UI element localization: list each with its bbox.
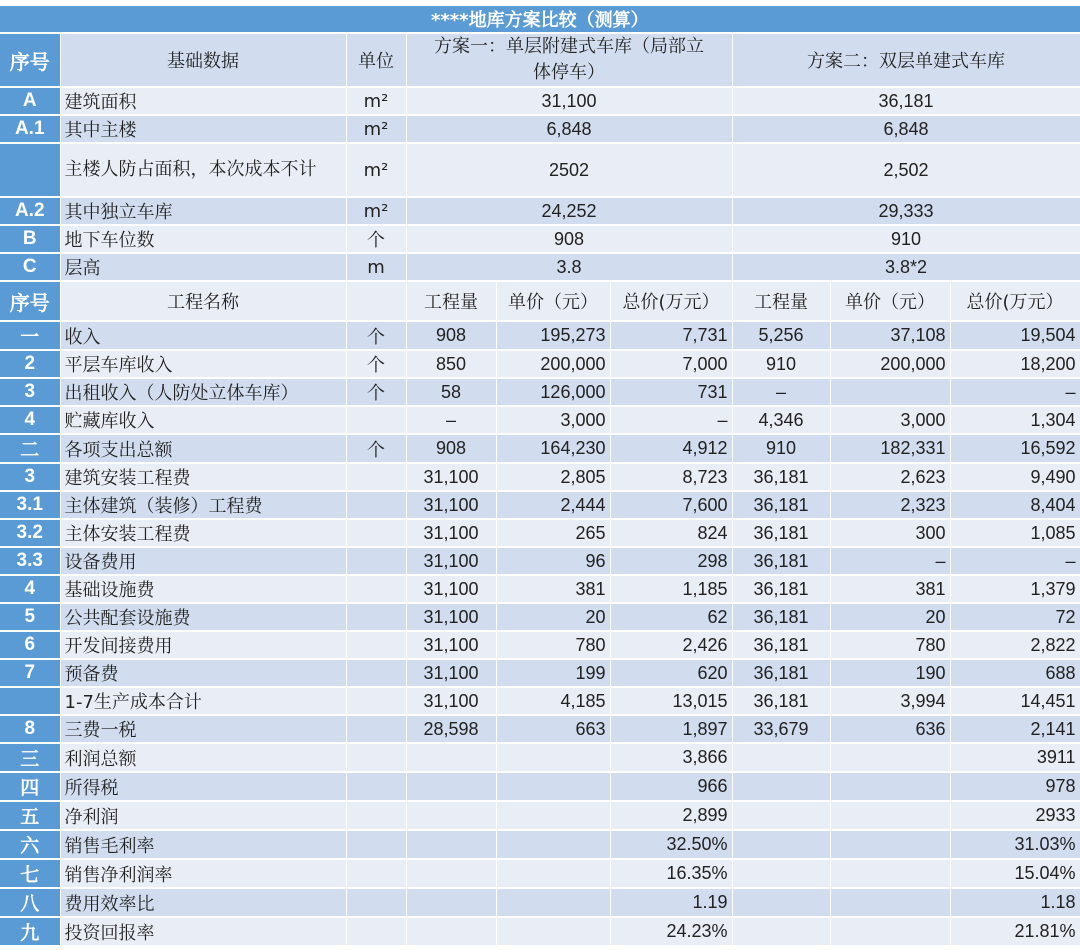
row-unit: 个 [346,350,406,378]
plan1-unit-price: 200,000 [496,350,610,378]
row-unit [346,547,406,575]
row-unit [346,859,406,888]
row-seq: 3 [0,378,60,406]
plan2-unit-price: 2,623 [830,463,950,491]
header-plan1-label: 方案一：单层附建式车库（局部立体停车） [434,36,704,83]
row-name: 基础设施费 [60,575,346,603]
plan1-unit-price: 2,444 [496,491,610,519]
table-row [0,801,1080,830]
plan2-total: – [950,378,1080,406]
row-name: 预备费 [60,659,346,687]
header2-plan2-total: 总价(万元） [950,281,1080,321]
row-unit [346,687,406,715]
header2-unit [346,281,406,321]
plan2-total: 3911 [950,743,1080,772]
plan2-quantity: 36,181 [732,659,830,687]
plan1-total: 32.50% [610,830,732,859]
plan2-unit-price [830,888,950,917]
header2-plan1-unit-price: 单价（元） [496,281,610,321]
row-name: 地下车位数 [60,225,346,253]
plan1-total: 1,185 [610,575,732,603]
row-name: 其中主楼 [60,115,346,143]
table-row [0,743,1080,772]
plan2-total: 9,490 [950,463,1080,491]
row-unit: m² [346,197,406,225]
garage-plan-comparison-table [0,6,1080,947]
header2-project-name: 工程名称 [60,281,346,321]
plan1-value: 24,252 [406,197,732,225]
table-row [0,888,1080,917]
plan2-total: 21.81% [950,917,1080,946]
plan1-total: 2,899 [610,801,732,830]
plan2-quantity: 910 [732,350,830,378]
plan1-quantity: 31,100 [406,603,496,631]
plan1-unit-price: 20 [496,603,610,631]
plan2-value: 910 [732,225,1080,253]
plan2-unit-price [830,801,950,830]
plan2-total: 2933 [950,801,1080,830]
plan1-quantity: 31,100 [406,491,496,519]
header-plan2: 方案二：双层单建式车库 [732,33,1080,87]
plan1-unit-price: 780 [496,631,610,659]
row-unit [346,575,406,603]
plan1-quantity: 908 [406,434,496,463]
row-unit: m [346,253,406,281]
plan1-unit-price: 96 [496,547,610,575]
plan2-quantity: – [732,378,830,406]
row-name: 销售净利润率 [60,859,346,888]
plan2-quantity: 36,181 [732,575,830,603]
basic-data-row [0,115,1080,143]
plan2-quantity [732,859,830,888]
plan1-unit-price: 265 [496,519,610,547]
plan2-total: 16,592 [950,434,1080,463]
plan1-quantity: 31,100 [406,547,496,575]
plan1-quantity: 31,100 [406,463,496,491]
plan2-unit-price: 190 [830,659,950,687]
row-seq: 四 [0,772,60,801]
plan2-value: 29,333 [732,197,1080,225]
table-row [0,434,1080,463]
plan2-total: 688 [950,659,1080,687]
row-seq: C [0,253,60,281]
plan1-total: 24.23% [610,917,732,946]
row-unit [346,631,406,659]
plan2-unit-price: 3,994 [830,687,950,715]
row-name: 主体安装工程费 [60,519,346,547]
row-name: 各项支出总额 [60,434,346,463]
plan1-value: 6,848 [406,115,732,143]
plan1-total: 16.35% [610,859,732,888]
plan2-unit-price [830,743,950,772]
basic-data-row [0,197,1080,225]
row-name: 收入 [60,321,346,350]
plan2-total: 1,379 [950,575,1080,603]
plan1-unit-price [496,859,610,888]
plan1-unit-price [496,801,610,830]
plan1-total: 7,600 [610,491,732,519]
plan1-quantity [406,743,496,772]
plan2-unit-price: 636 [830,715,950,743]
plan1-quantity [406,888,496,917]
plan2-unit-price [830,830,950,859]
plan2-quantity [732,888,830,917]
plan1-total: 824 [610,519,732,547]
row-name: 所得税 [60,772,346,801]
row-seq: 4 [0,575,60,603]
plan1-value: 2502 [406,143,732,197]
header-plan1 [406,33,732,87]
plan1-quantity [406,801,496,830]
row-name: 1-7生产成本合计 [60,687,346,715]
row-seq: 8 [0,715,60,743]
row-name: 公共配套设施费 [60,603,346,631]
header2-seq: 序号 [0,281,60,321]
plan2-quantity: 4,346 [732,406,830,434]
row-unit: 个 [346,434,406,463]
row-name: 三费一税 [60,715,346,743]
row-name: 其中独立车库 [60,197,346,225]
plan1-total: 2,426 [610,631,732,659]
row-name: 净利润 [60,801,346,830]
row-name: 建筑面积 [60,87,346,115]
plan1-total: 731 [610,378,732,406]
plan1-unit-price: 195,273 [496,321,610,350]
row-seq [0,687,60,715]
plan1-quantity: 28,598 [406,715,496,743]
table-row [0,917,1080,946]
plan1-unit-price: 164,230 [496,434,610,463]
plan1-unit-price [496,743,610,772]
basic-data-row [0,87,1080,115]
header-basic-data: 基础数据 [60,33,346,87]
row-name: 贮藏库收入 [60,406,346,434]
plan2-unit-price: 300 [830,519,950,547]
table-row [0,350,1080,378]
table-row [0,859,1080,888]
row-unit [346,491,406,519]
plan2-quantity: 33,679 [732,715,830,743]
row-unit [346,917,406,946]
row-seq: A.1 [0,115,60,143]
row-unit [346,603,406,631]
plan1-total: 620 [610,659,732,687]
row-name: 利润总额 [60,743,346,772]
row-name: 平层车库收入 [60,350,346,378]
plan2-quantity: 5,256 [732,321,830,350]
row-unit [346,830,406,859]
plan2-unit-price: 20 [830,603,950,631]
plan1-unit-price [496,917,610,946]
row-seq: 七 [0,859,60,888]
table-title: ****地库方案比较（测算） [0,6,1080,33]
row-unit: m² [346,115,406,143]
plan1-total: 7,000 [610,350,732,378]
plan2-unit-price [830,378,950,406]
plan1-unit-price [496,772,610,801]
plan2-quantity [732,801,830,830]
plan2-unit-price [830,859,950,888]
plan2-unit-price [830,917,950,946]
row-seq: 4 [0,406,60,434]
row-seq: 3 [0,463,60,491]
table-row [0,631,1080,659]
plan2-quantity [732,830,830,859]
row-seq: 六 [0,830,60,859]
plan1-total: – [610,406,732,434]
comparison-table-container [0,6,1080,947]
row-name: 主楼人防占面积，本次成本不计 [60,143,346,197]
plan1-total: 7,731 [610,321,732,350]
row-seq: 五 [0,801,60,830]
plan2-total: 978 [950,772,1080,801]
plan1-quantity [406,917,496,946]
plan2-value: 36,181 [732,87,1080,115]
plan2-value: 6,848 [732,115,1080,143]
row-seq: 一 [0,321,60,350]
plan1-total: 966 [610,772,732,801]
row-seq: 7 [0,659,60,687]
table-row [0,463,1080,491]
row-name: 开发间接费用 [60,631,346,659]
plan1-total: 8,723 [610,463,732,491]
row-seq: A.2 [0,197,60,225]
basic-data-row [0,143,1080,197]
plan2-quantity: 36,181 [732,463,830,491]
plan2-unit-price: 182,331 [830,434,950,463]
row-seq: 5 [0,603,60,631]
row-unit: 个 [346,378,406,406]
plan2-total: – [950,547,1080,575]
plan1-total: 4,912 [610,434,732,463]
row-unit [346,463,406,491]
plan1-quantity: 31,100 [406,519,496,547]
row-unit: 个 [346,225,406,253]
row-unit [346,519,406,547]
table-row [0,491,1080,519]
table-row [0,547,1080,575]
table-row [0,575,1080,603]
plan2-quantity [732,772,830,801]
plan2-quantity: 36,181 [732,687,830,715]
plan2-value: 3.8*2 [732,253,1080,281]
header2-plan2-unit-price: 单价（元） [830,281,950,321]
header2-plan2-quantity: 工程量 [732,281,830,321]
plan2-quantity: 36,181 [732,603,830,631]
row-name: 出租收入（人防处立体车库） [60,378,346,406]
row-name: 投资回报率 [60,917,346,946]
plan2-total: 14,451 [950,687,1080,715]
plan1-unit-price: 126,000 [496,378,610,406]
header-seq: 序号 [0,33,60,87]
row-unit [346,801,406,830]
plan2-quantity: 910 [732,434,830,463]
row-unit: m² [346,143,406,197]
plan1-total: 1.19 [610,888,732,917]
plan1-unit-price: 663 [496,715,610,743]
header2-plan1-quantity: 工程量 [406,281,496,321]
plan2-value: 2,502 [732,143,1080,197]
table-row [0,406,1080,434]
plan2-total: 8,404 [950,491,1080,519]
plan1-total: 13,015 [610,687,732,715]
plan1-unit-price: 3,000 [496,406,610,434]
plan1-quantity: 31,100 [406,659,496,687]
row-seq: 九 [0,917,60,946]
row-name: 费用效率比 [60,888,346,917]
table-row [0,659,1080,687]
row-seq [0,143,60,197]
plan2-unit-price: – [830,547,950,575]
row-seq: 二 [0,434,60,463]
header2-plan1-total: 总价(万元） [610,281,732,321]
plan1-quantity: 850 [406,350,496,378]
plan2-quantity: 36,181 [732,631,830,659]
plan1-total: 1,897 [610,715,732,743]
plan2-total: 18,200 [950,350,1080,378]
plan1-quantity: 31,100 [406,687,496,715]
row-name: 建筑安装工程费 [60,463,346,491]
basic-data-row [0,253,1080,281]
plan2-total: 1,085 [950,519,1080,547]
plan2-unit-price: 37,108 [830,321,950,350]
plan1-unit-price: 381 [496,575,610,603]
plan2-total: 72 [950,603,1080,631]
plan1-quantity: 31,100 [406,631,496,659]
row-name: 设备费用 [60,547,346,575]
plan1-unit-price: 2,805 [496,463,610,491]
basic-data-row [0,225,1080,253]
table-title-row [0,6,1080,33]
plan2-total: 2,141 [950,715,1080,743]
table-row [0,519,1080,547]
plan2-total: 31.03% [950,830,1080,859]
row-seq: 3.1 [0,491,60,519]
row-name: 销售毛利率 [60,830,346,859]
plan1-value: 3.8 [406,253,732,281]
plan2-unit-price: 3,000 [830,406,950,434]
row-unit [346,406,406,434]
row-seq: 三 [0,743,60,772]
table-row [0,603,1080,631]
row-unit [346,743,406,772]
plan2-quantity: 36,181 [732,547,830,575]
plan1-unit-price [496,830,610,859]
row-unit [346,888,406,917]
row-seq: 2 [0,350,60,378]
row-name: 层高 [60,253,346,281]
plan2-total: 1,304 [950,406,1080,434]
table-row [0,772,1080,801]
plan2-quantity: 36,181 [732,519,830,547]
plan1-quantity: 31,100 [406,575,496,603]
plan1-quantity: 58 [406,378,496,406]
plan1-unit-price: 199 [496,659,610,687]
plan2-unit-price: 2,323 [830,491,950,519]
plan2-unit-price: 780 [830,631,950,659]
row-unit [346,659,406,687]
plan1-unit-price [496,888,610,917]
plan1-quantity: 908 [406,321,496,350]
row-seq: 3.3 [0,547,60,575]
plan2-total: 15.04% [950,859,1080,888]
row-seq: A [0,87,60,115]
plan1-unit-price: 4,185 [496,687,610,715]
row-seq: 3.2 [0,519,60,547]
row-unit [346,772,406,801]
row-unit: 个 [346,321,406,350]
cost-header-row [0,281,1080,321]
plan2-unit-price: 200,000 [830,350,950,378]
row-name: 主体建筑（装修）工程费 [60,491,346,519]
plan1-value: 908 [406,225,732,253]
plan2-quantity [732,743,830,772]
plan2-quantity: 36,181 [732,491,830,519]
plan1-quantity: – [406,406,496,434]
plan1-quantity [406,830,496,859]
table-row [0,321,1080,350]
table-row [0,830,1080,859]
plan2-total: 19,504 [950,321,1080,350]
row-unit [346,715,406,743]
row-seq: 八 [0,888,60,917]
table-row [0,715,1080,743]
plan2-quantity [732,917,830,946]
plan2-unit-price: 381 [830,575,950,603]
row-seq: 6 [0,631,60,659]
header-unit: 单位 [346,33,406,87]
basic-header-row [0,33,1080,87]
row-seq: B [0,225,60,253]
plan1-total: 62 [610,603,732,631]
plan1-value: 31,100 [406,87,732,115]
plan2-unit-price [830,772,950,801]
row-unit: m² [346,87,406,115]
plan1-quantity [406,859,496,888]
table-row [0,378,1080,406]
table-row [0,687,1080,715]
plan1-total: 3,866 [610,743,732,772]
plan1-quantity [406,772,496,801]
plan2-total: 1.18 [950,888,1080,917]
plan2-total: 2,822 [950,631,1080,659]
plan1-total: 298 [610,547,732,575]
